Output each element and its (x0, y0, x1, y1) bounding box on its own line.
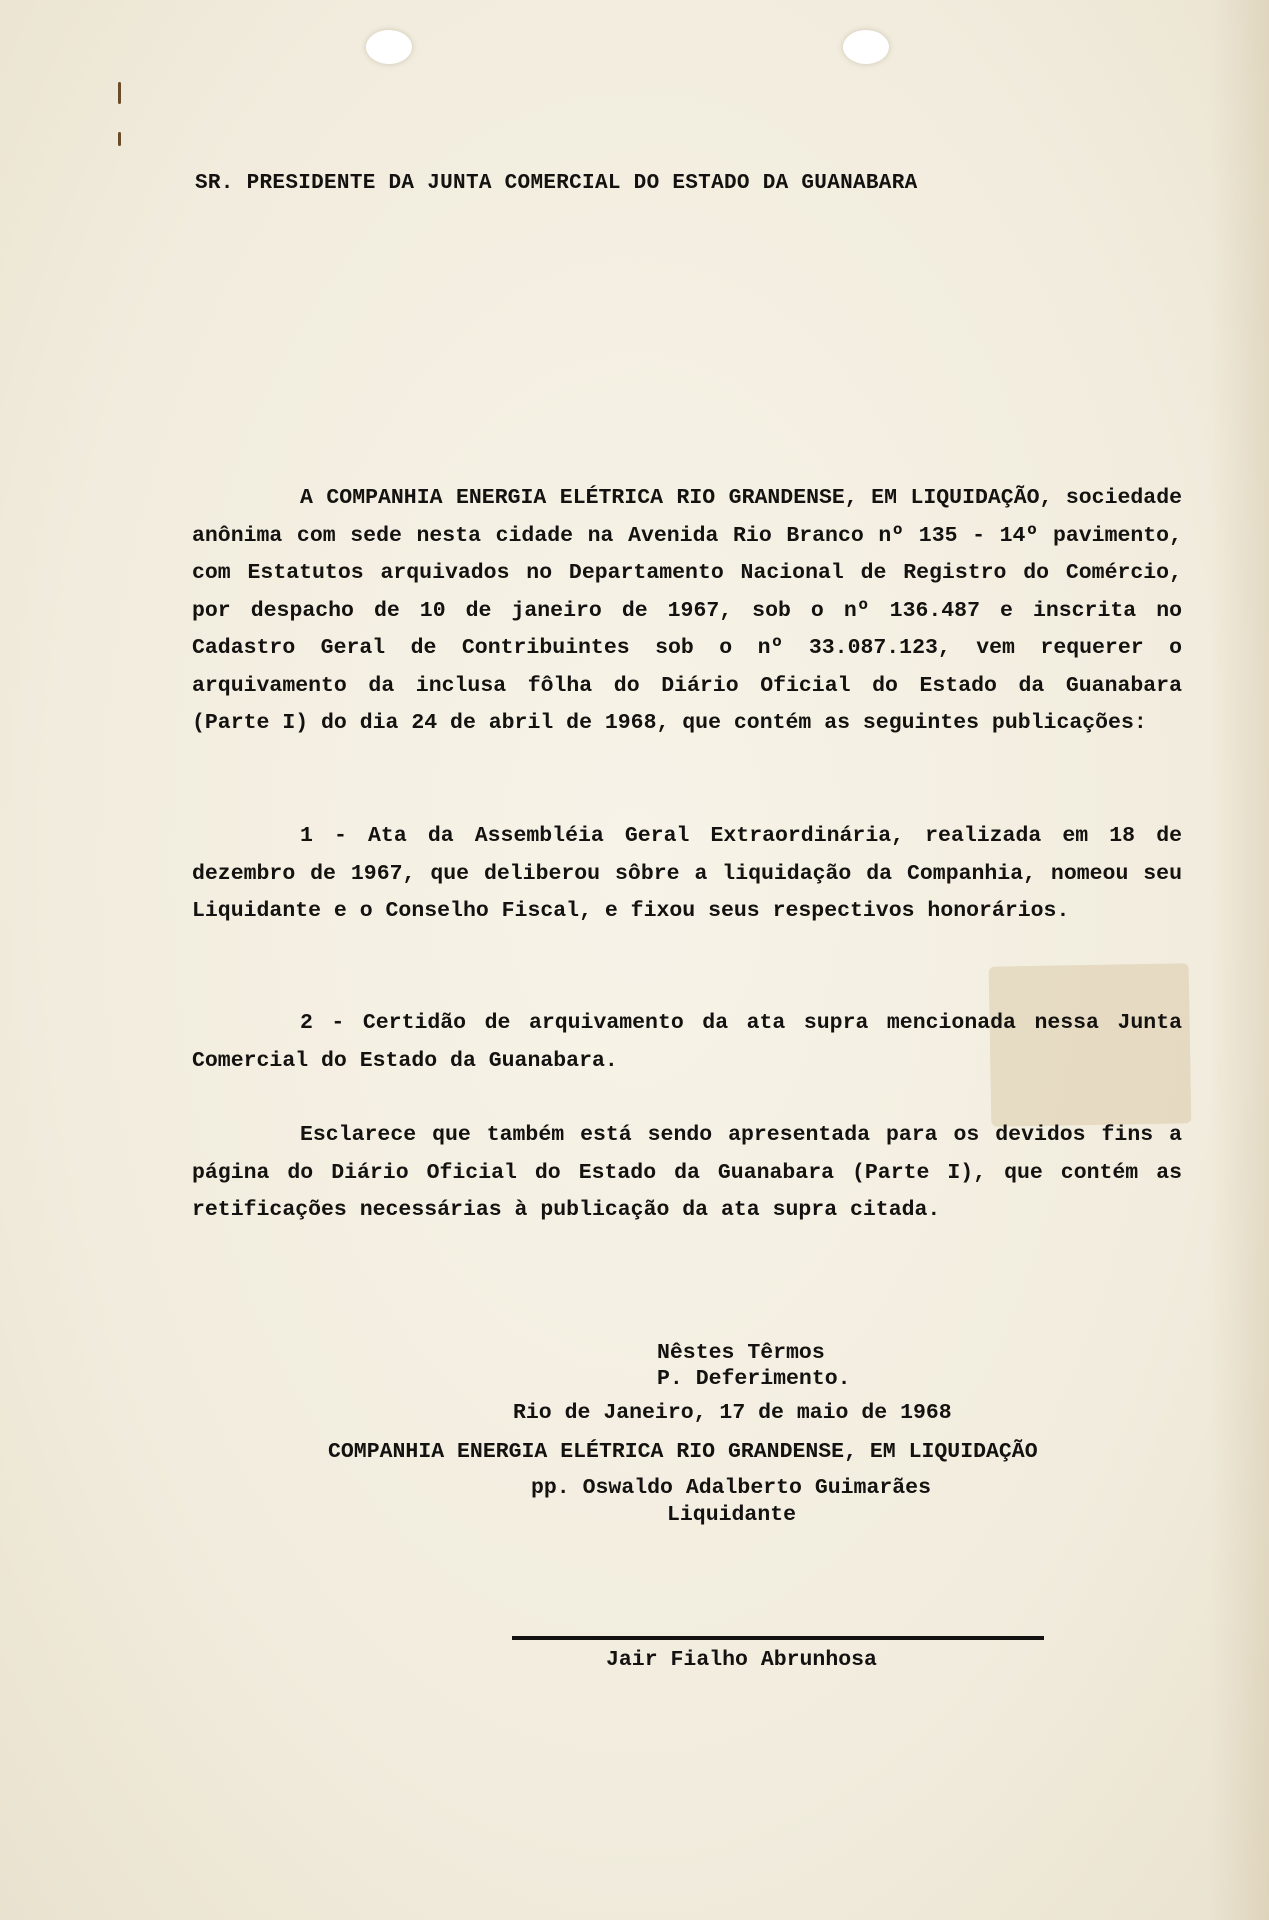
paper-edge-shading (1209, 0, 1269, 1920)
paragraph-item-1 (192, 818, 1182, 931)
margin-mark (118, 132, 121, 146)
closing-terms: Nêstes Têrmos (657, 1341, 825, 1365)
signer-role: Liquidante (667, 1503, 797, 1527)
paragraph-text: Esclarece que também está sendo apresentada para os devidos fins a página do Diário Oficial do Estado da Guanabara (Parte I), que contém as retificações necessárias à publicação da ata supra citada. (192, 1123, 1182, 1222)
signature-line (512, 1636, 1044, 1640)
paragraph-clarification (192, 1117, 1182, 1230)
company-name: COMPANHIA ENERGIA ELÉTRICA RIO GRANDENSE, EM LIQUIDAÇÃO (328, 1440, 1038, 1464)
paragraph-text: 1 - Ata da Assembléia Geral Extraordinária, realizada em 18 de dezembro de 1967, que deliberou sôbre a liquidação da Companhia, nomeou seu Liquidante e o Conselho Fiscal, e fixou seus respectivos honorários. (192, 824, 1182, 923)
addressee-heading: SR. PRESIDENTE DA JUNTA COMERCIAL DO ESTADO DA GUANABARA (195, 172, 918, 195)
signature-name: Jair Fialho Abrunhosa (606, 1648, 877, 1672)
paragraph-item-2 (192, 1005, 1182, 1080)
paragraph-request (192, 480, 1182, 743)
punch-hole-left (366, 30, 412, 64)
margin-mark (118, 82, 121, 104)
paragraph-text: 2 - Certidão de arquivamento da ata supra mencionada nessa Junta Comercial do Estado da Guanabara. (192, 1011, 1182, 1073)
punch-hole-right (843, 30, 889, 64)
closing-deferimento: P. Deferimento. (657, 1367, 851, 1391)
paragraph-text: A COMPANHIA ENERGIA ELÉTRICA RIO GRANDENSE, EM LIQUIDAÇÃO, sociedade anônima com sede nesta cidade na Avenida Rio Branco nº 135 - 14º pavimento, com Estatutos arquivados no Departamento Nacional de Registro do Comércio, por despacho de 10 de janeiro de 1967, sob o nº 136.487 e inscrita no Cadastro Geral de Contribuintes sob o nº 33.087.123, vem requerer o arquivamento da inclusa fôlha do Diário Oficial do Estado da Guanabara (Parte I) do dia 24 de abril de 1968, que contém as seguintes publicações: (192, 486, 1182, 735)
signer-name: pp. Oswaldo Adalberto Guimarães (531, 1476, 931, 1500)
place-date: Rio de Janeiro, 17 de maio de 1968 (513, 1401, 952, 1425)
